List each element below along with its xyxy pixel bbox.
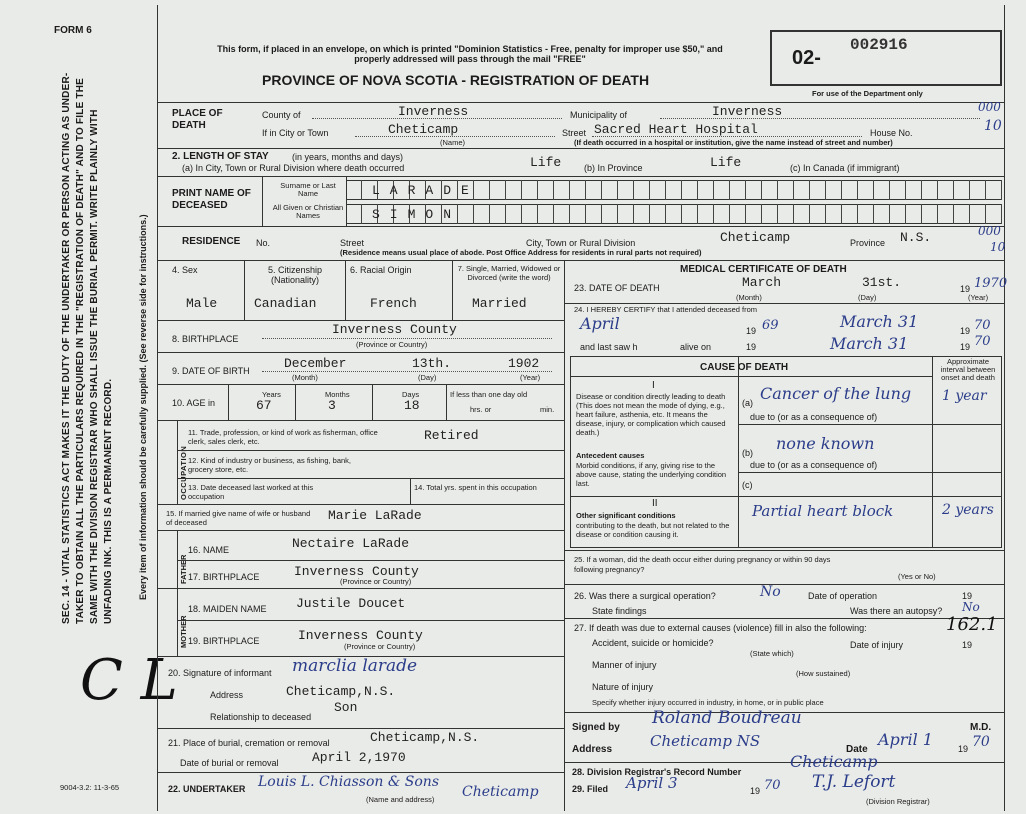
q26-answer: No	[760, 584, 781, 600]
dob-day: 13th.	[412, 356, 452, 371]
age-days: 18	[404, 398, 420, 413]
dod-year-prefix: 19	[960, 284, 971, 294]
dob-month: December	[284, 356, 347, 371]
op-date-label: Date of operation	[808, 591, 878, 601]
filed-date: April 3	[626, 774, 678, 792]
state-which: (State which)	[750, 649, 794, 658]
dod-label: 23. DATE OF DEATH	[574, 283, 660, 293]
side-instructions: SEC. 14 - VITAL STATISTICS ACT MAKES IT THE DUTY OF THE UNDERTAKER OR PERSON ACTING AS UNDER-TAKER TO OBTAIN ALL THE PARTICULARS REQUIRED IN THE "REGISTRATION OF DEATH" AND TO FILE THE SAME WITH THE DIVISION REGISTRAR WHO SHALL ISSUE THE BURIAL PERMIT. WRITE PLAINLY WITH UNFADING INK. THIS IS A PERMANENT RECORD.	[61, 72, 114, 624]
left-border	[157, 5, 158, 811]
father-name-label: 16. NAME	[188, 545, 230, 555]
mother-bp-label: 19. BIRTHPLACE	[188, 636, 260, 646]
op-year-prefix: 19	[962, 591, 973, 601]
cause-b-letter: (b)	[742, 448, 753, 458]
how-sustained: (How sustained)	[796, 669, 851, 678]
filed-year-prefix: 19	[750, 786, 761, 796]
house-note: (If death occurred in a hospital or institution, give the name instead of street and number)	[574, 138, 893, 147]
medical-heading: MEDICAL CERTIFICATE OF DEATH	[680, 264, 847, 275]
certify-label: 24. I HEREBY CERTIFY that I attended deceased from	[574, 305, 758, 314]
burial-date-label: Date of burial or removal	[180, 758, 279, 768]
age-months-label: Months	[325, 390, 350, 399]
residence-code-a: 000	[978, 224, 1001, 238]
form-title: PROVINCE OF NOVA SCOTIA - REGISTRATION OF DEATH	[262, 72, 650, 88]
age-under-label: If less than one day old	[450, 390, 528, 399]
accident-label: Accident, suicide or homicide?	[592, 638, 714, 648]
burial-label: 21. Place of burial, cremation or removal	[168, 738, 330, 748]
state-findings-label: State findings	[592, 606, 647, 616]
direct-cause-desc: Disease or condition directly leading to death (This does not mean the mode of dying, e.g., heart failure, asthenia, etc. It means the disease, injury, or complication which caused death.)	[576, 392, 726, 437]
reg-caption: For use of the Department only	[812, 89, 923, 98]
roman-2: II	[652, 498, 658, 509]
father-name: Nectaire LaRade	[292, 536, 410, 551]
undertaker-value: Louis L. Chiasson & Sons	[258, 774, 440, 790]
dod-year: 1970	[974, 276, 1008, 291]
dob-label: 9. DATE OF BIRTH	[172, 366, 250, 376]
place-code-a: 000	[978, 100, 1001, 114]
antecedent-label: Antecedent causes	[576, 451, 645, 460]
mother-bp-cap: (Province or Country)	[344, 642, 416, 651]
last-seen: and last saw h	[580, 342, 638, 352]
attended-from: April	[580, 314, 620, 333]
interval-a: 1 year	[942, 388, 987, 404]
dod-day: 31st.	[862, 275, 902, 290]
county-label: County of	[262, 110, 301, 120]
informant-rel-label: Relationship to deceased	[210, 712, 312, 722]
age-hrs-label: hrs. or	[470, 405, 492, 414]
form-label: FORM 6	[54, 25, 92, 36]
municipality-value: Inverness	[712, 104, 783, 119]
municipality-label: Municipality of	[570, 110, 628, 120]
q28-label: 28. Division Registrar's Record Number	[572, 767, 742, 777]
sex-label: 4. Sex	[172, 265, 198, 275]
manner-label: Manner of injury	[592, 660, 657, 670]
stay-b: Life	[710, 155, 742, 170]
spouse-label: 15. If married give name of wife or husband of deceased	[166, 509, 311, 527]
marital-value: Married	[472, 296, 527, 311]
q13-label: 13. Date deceased last worked at this occupation	[188, 483, 314, 501]
q29-label: 29. Filed	[572, 784, 609, 794]
sex-value: Male	[186, 296, 218, 311]
citizen-label: 5. Citizenship (Nationality)	[267, 265, 323, 285]
registration-number-box	[770, 30, 1002, 86]
informant-addr: Cheticamp,N.S.	[286, 684, 396, 699]
stay-a-label: (a) In City, Town or Rural Division where death occurred	[182, 163, 405, 173]
residence-street-label: Street	[340, 238, 365, 248]
reg-number: 002916	[850, 36, 908, 54]
registrar-caption: (Division Registrar)	[866, 797, 930, 806]
cause-a: Cancer of the lung	[760, 384, 912, 403]
residence-note: (Residence means usual place of abode. Post Office Address for residents in rural parts not required)	[340, 248, 702, 257]
age-years-label: Years	[262, 390, 281, 399]
q12-label: 12. Kind of industry or business, as fishing, bank, grocery store, etc.	[188, 456, 352, 474]
other-interval: 2 years	[942, 502, 994, 518]
cert-year: 70	[972, 734, 990, 750]
county-value: Inverness	[398, 104, 469, 119]
md-label: M.D.	[970, 722, 992, 733]
burial-date: April 2,1970	[312, 750, 406, 765]
undertaker-label: 22. UNDERTAKER	[168, 784, 246, 794]
burial-place: Cheticamp,N.S.	[370, 730, 480, 745]
form-code: 9004-3.2: 11-3-65	[60, 783, 120, 792]
age-months: 3	[328, 398, 336, 413]
margin-marks: C L	[80, 648, 178, 713]
city-caption: (Name)	[440, 138, 466, 147]
birthplace-caption: (Province or Country)	[356, 340, 428, 349]
street-label: Street	[562, 128, 587, 138]
city-value: Cheticamp	[388, 122, 459, 137]
given-label: All Given or Christian Names	[272, 203, 344, 220]
other-label: Other significant conditions	[576, 511, 676, 520]
to-year: 70	[974, 318, 991, 333]
cert-year-prefix: 19	[958, 744, 969, 754]
place-code-b: 10	[984, 118, 1002, 134]
stay-b-label: (b) In Province	[584, 163, 643, 173]
side-instructions-2: Every item of information should be carefully supplied. (See reverse side for instructions.)	[138, 214, 148, 600]
reg-prefix: 02-	[792, 47, 821, 69]
spouse-value: Marie LaRade	[328, 508, 422, 523]
cause-a-letter: (a)	[742, 398, 753, 408]
signed-by: Roland Boudreau	[652, 708, 802, 728]
place-label: PLACE OF DEATH	[172, 108, 223, 131]
dod-year-cap: (Year)	[968, 293, 989, 302]
citizen-value: Canadian	[254, 296, 317, 311]
marital-label: 7. Single, Married, Widowed or Divorced (write the word)	[457, 264, 561, 282]
stay-c-label: (c) In Canada (if immigrant)	[790, 163, 900, 173]
right-border	[1004, 5, 1005, 811]
informant-signature: marclia larade	[292, 656, 418, 676]
dob-month-cap: (Month)	[292, 373, 318, 382]
stay-a: Life	[530, 155, 562, 170]
q11-label: 11. Trade, profession, or kind of work as fisherman, office clerk, sales clerk, etc.	[188, 428, 378, 446]
name-label: PRINT NAME OF DECEASED	[172, 188, 251, 211]
mother-name: Justile Doucet	[296, 596, 406, 611]
q25-label: 25. If a woman, did the death occur either during pregnancy or within 90 days following pregnancy?	[574, 555, 831, 574]
mother-side: MOTHER	[179, 615, 188, 648]
interval-heading: Approximate interval between onset and death	[940, 357, 996, 382]
roman-1: I	[652, 380, 655, 391]
q11-value: Retired	[424, 428, 479, 443]
surname-value: LARADE	[372, 183, 479, 198]
registrar-signature: T.J. Lefort	[812, 772, 896, 792]
attended-to: March 31	[840, 312, 919, 331]
residence-city-label: City, Town or Rural Division	[526, 238, 636, 248]
last-seen-2: alive on	[680, 342, 712, 352]
address-label: Address	[572, 744, 613, 755]
father-side: FATHER	[179, 554, 188, 584]
q26-label: 26. Was there a surgical operation?	[574, 591, 716, 601]
age-label: 10. AGE in	[172, 398, 216, 408]
undertaker-caption: (Name and address)	[366, 795, 435, 804]
dod-day-cap: (Day)	[858, 293, 877, 302]
q14-label: 14. Total yrs. spent in this occupation	[414, 483, 537, 492]
autopsy-answer: No	[962, 600, 980, 614]
signed-label: Signed by	[572, 722, 620, 733]
antecedent-desc: Morbid conditions, if any, giving rise to the above cause, stating the underlying condition last.	[576, 461, 727, 488]
last-year-prefix: 19	[746, 342, 757, 352]
last-year-prefix-2: 19	[960, 342, 971, 352]
injury-date-label: Date of injury	[850, 640, 904, 650]
due-b: due to (or as a consequence of)	[750, 460, 878, 470]
house-label: House No.	[870, 128, 913, 138]
date-label: Date	[846, 744, 868, 755]
other-cause: Partial heart block	[752, 502, 894, 520]
to-year-prefix: 19	[960, 326, 971, 336]
cert-date: April 1	[878, 730, 933, 749]
cause-heading: CAUSE OF DEATH	[700, 362, 789, 373]
from-year-prefix: 19	[746, 326, 757, 336]
dob-day-cap: (Day)	[418, 373, 437, 382]
informant-rel: Son	[334, 700, 358, 715]
residence-city: Cheticamp	[720, 230, 791, 245]
birthplace-value: Inverness County	[332, 322, 457, 337]
last-year: 70	[974, 334, 991, 349]
cause-b: none known	[776, 434, 875, 453]
dod-month-cap: (Month)	[736, 293, 762, 302]
stay-label: 2. LENGTH OF STAY	[172, 151, 269, 162]
residence-code-b: 10	[990, 240, 1006, 254]
specify-label: Specify whether injury occurred in industry, in home, or in public place	[592, 698, 824, 707]
mother-bp: Inverness County	[298, 628, 423, 643]
undertaker-place: Cheticamp	[462, 784, 539, 800]
dob-year: 1902	[508, 356, 540, 371]
from-year: 69	[762, 318, 779, 333]
mother-name-label: 18. MAIDEN NAME	[188, 604, 267, 614]
residence-province-label: Province	[850, 238, 886, 248]
street-value: Sacred Heart Hospital	[594, 122, 758, 137]
mail-notice: This form, if placed in an envelope, on which is printed "Dominion Statistics - Free, penalty for improper use $50," and properly addressed will pass through the mail "FREE"	[217, 44, 723, 64]
last-seen-date: March 31	[830, 334, 909, 353]
father-bp-cap: (Province or Country)	[340, 577, 412, 586]
q27-label: 27. If death was due to external causes (violence) fill in also the following:	[574, 623, 867, 633]
father-bp-label: 17. BIRTHPLACE	[188, 572, 260, 582]
racial-label: 6. Racial Origin	[350, 265, 412, 275]
city-label: If in City or Town	[262, 128, 329, 138]
doctor-address: Cheticamp NS	[650, 732, 761, 750]
age-days-label: Days	[402, 390, 420, 399]
dob-year-cap: (Year)	[520, 373, 541, 382]
stay-sub: (in years, months and days)	[292, 152, 404, 162]
informant-label: 20. Signature of informant	[168, 668, 272, 678]
occupation-side: OCCUPATION	[179, 445, 188, 500]
father-bp: Inverness County	[294, 564, 419, 579]
autopsy-label: Was there an autopsy?	[850, 606, 943, 616]
birthplace-label: 8. BIRTHPLACE	[172, 334, 239, 344]
injury-year-prefix: 19	[962, 640, 973, 650]
q27-code: 162.1	[946, 614, 998, 635]
age-min-label: min.	[540, 405, 555, 414]
informant-addr-label: Address	[210, 690, 244, 700]
age-years: 67	[256, 398, 272, 413]
surname-label: Surname or Last Name	[280, 181, 336, 198]
racial-value: French	[370, 296, 417, 311]
due-a: due to (or as a consequence of)	[750, 412, 878, 422]
given-value: SIMON	[372, 207, 462, 222]
filed-year: 70	[764, 778, 781, 793]
cause-c-letter: (c)	[742, 480, 753, 490]
nature-label: Nature of injury	[592, 682, 654, 692]
yes-no-caption: (Yes or No)	[898, 572, 936, 581]
registrar-place: Cheticamp	[790, 752, 878, 771]
dod-month: March	[742, 275, 782, 290]
other-desc: contributing to the death, but not related to the disease or condition causing it.	[576, 521, 730, 539]
residence-no-label: No.	[256, 238, 271, 248]
residence-label: RESIDENCE	[182, 236, 241, 247]
residence-province: N.S.	[900, 230, 932, 245]
